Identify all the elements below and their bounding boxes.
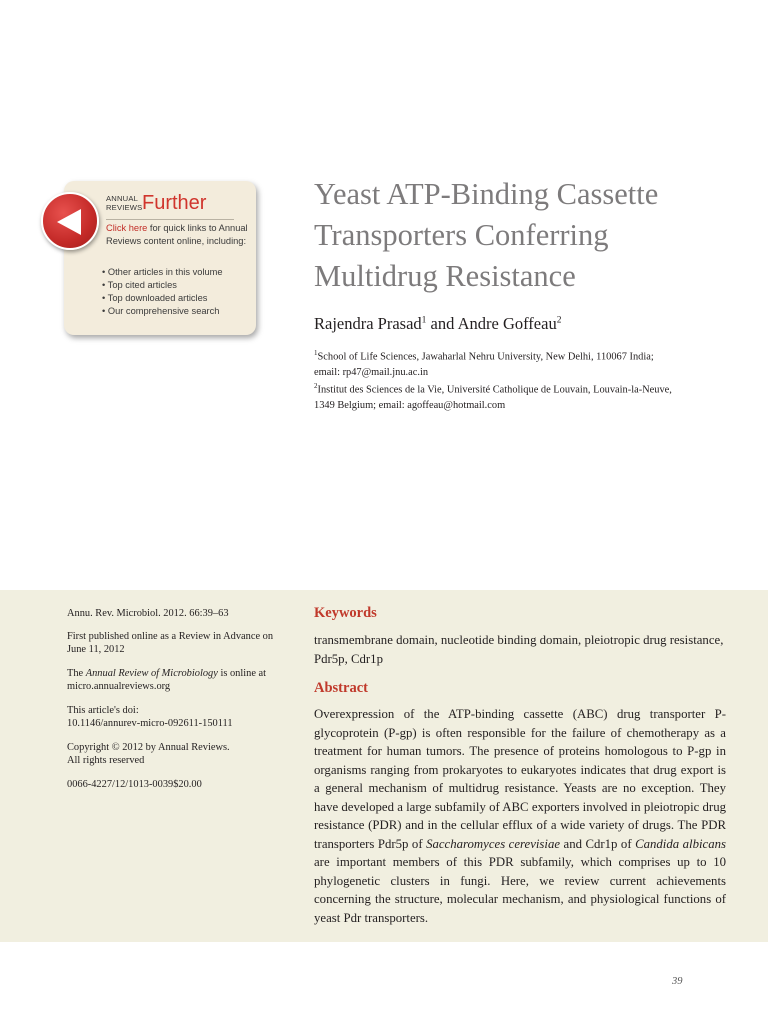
affil-1-sup: 1 (314, 349, 318, 357)
article-title (314, 174, 754, 297)
further-divider (106, 219, 234, 220)
online-post: is online at micro.annualreviews.org (67, 668, 267, 692)
page-number: 39 (672, 976, 683, 987)
affil-1-line-2: email: rp47@mail.jnu.ac.in (314, 366, 429, 378)
abstract-part-3: are important members of this PDR subfamily, which comprises up to 10 phylogenetic clusters in fungi. Here, we review current achievements concerning the structure, molecular mechanism, and physiological functions of yeast Pdr transporters. (314, 855, 726, 925)
further-brand (106, 194, 246, 218)
further-intro-text: for quick links to Annual Reviews content online, including: (106, 223, 248, 246)
title-line: Yeast ATP-Binding Cassette (314, 177, 659, 211)
further-item-search[interactable]: • Our comprehensive search (102, 305, 220, 316)
back-arrow-icon[interactable] (41, 192, 99, 250)
keywords-text: transmembrane domain, nucleotide binding domain, pleiotropic drug resistance, Pdr5p, Cdr1p (314, 633, 724, 666)
abstract-part-1: Overexpression of the ATP-binding cassette (ABC) drug transporter P-glycoprotein (P-gp) is often responsible for the failure of chemotherapy as a treatment for human tumors. The presence of proteins homologous to P-gp in organisms ranging from prokaryotes to eukaryotes indicates that drug export is a general mechanism of multidrug resistance. Yeasts are no exception. They have developed a large subfamily of ABC exporters involved in pleiotropic drug resistance (PDR) and in the cellular efflux of a wide variety of drugs. The PDR transporters Pdr5p of (314, 707, 726, 851)
species-candida: Candida albicans (635, 836, 726, 851)
doi-value[interactable]: 10.1146/annurev-micro-092611-150111 (67, 718, 233, 729)
authors (314, 314, 561, 334)
brand-annual: ANNUAL (106, 194, 139, 203)
click-here-link[interactable]: Click here (106, 223, 148, 233)
online-note (67, 667, 292, 693)
further-list (102, 266, 252, 318)
affil-2-sup: 2 (314, 382, 318, 390)
first-published: First published online as a Review in Advance on June 11, 2012 (67, 631, 274, 655)
author-1-sup: 1 (421, 315, 427, 326)
affil-2-line-1: Institut des Sciences de la Vie, Université Catholique de Louvain, Louvain-la-Neuve, (317, 384, 672, 396)
further-item-top-cited[interactable]: • Top cited articles (102, 279, 177, 290)
keywords-heading: Keywords (314, 605, 377, 621)
affil-2-line-2: 1349 Belgium; email: agoffeau@hotmail.com (314, 399, 506, 411)
arrow-left-icon (53, 205, 87, 239)
abstract-heading: Abstract (314, 680, 368, 696)
further-intro (106, 222, 254, 247)
rights: All rights reserved (67, 755, 145, 766)
title-line: Multidrug Resistance (314, 259, 576, 293)
online-pre: The (67, 668, 86, 679)
further-item-top-downloaded[interactable]: • Top downloaded articles (102, 292, 208, 303)
further-brand-small (106, 195, 142, 212)
brand-reviews: REVIEWS (106, 202, 143, 212)
citation: Annu. Rev. Microbiol. 2012. 66:39–63 (67, 608, 229, 619)
copyright-block (67, 741, 292, 767)
abstract-text (314, 705, 726, 927)
doi-block (67, 704, 292, 730)
affiliation-2 (314, 379, 714, 413)
brand-further: Further (142, 192, 207, 214)
affil-1-line-1: School of Life Sciences, Jawaharlal Nehru University, New Delhi, 110067 India; (317, 351, 654, 363)
title-line: Transporters Conferring (314, 218, 609, 252)
copyright: Copyright © 2012 by Annual Reviews. (67, 742, 230, 753)
affiliation-1 (314, 346, 714, 380)
author-1: Rajendra Prasad (314, 314, 422, 333)
issn: 0066-4227/12/1013-0039$20.00 (67, 779, 202, 790)
doi-label: This article's doi: (67, 705, 139, 716)
abstract-part-2: and Cdr1p of (560, 836, 636, 851)
species-saccharomyces: Saccharomyces cerevisiae (426, 836, 561, 851)
author-2: and Andre Goffeau (426, 314, 557, 333)
journal-name: Annual Review of Microbiology (85, 668, 218, 679)
author-2-sup: 2 (556, 315, 562, 326)
further-item-other-articles[interactable]: • Other articles in this volume (102, 267, 223, 277)
